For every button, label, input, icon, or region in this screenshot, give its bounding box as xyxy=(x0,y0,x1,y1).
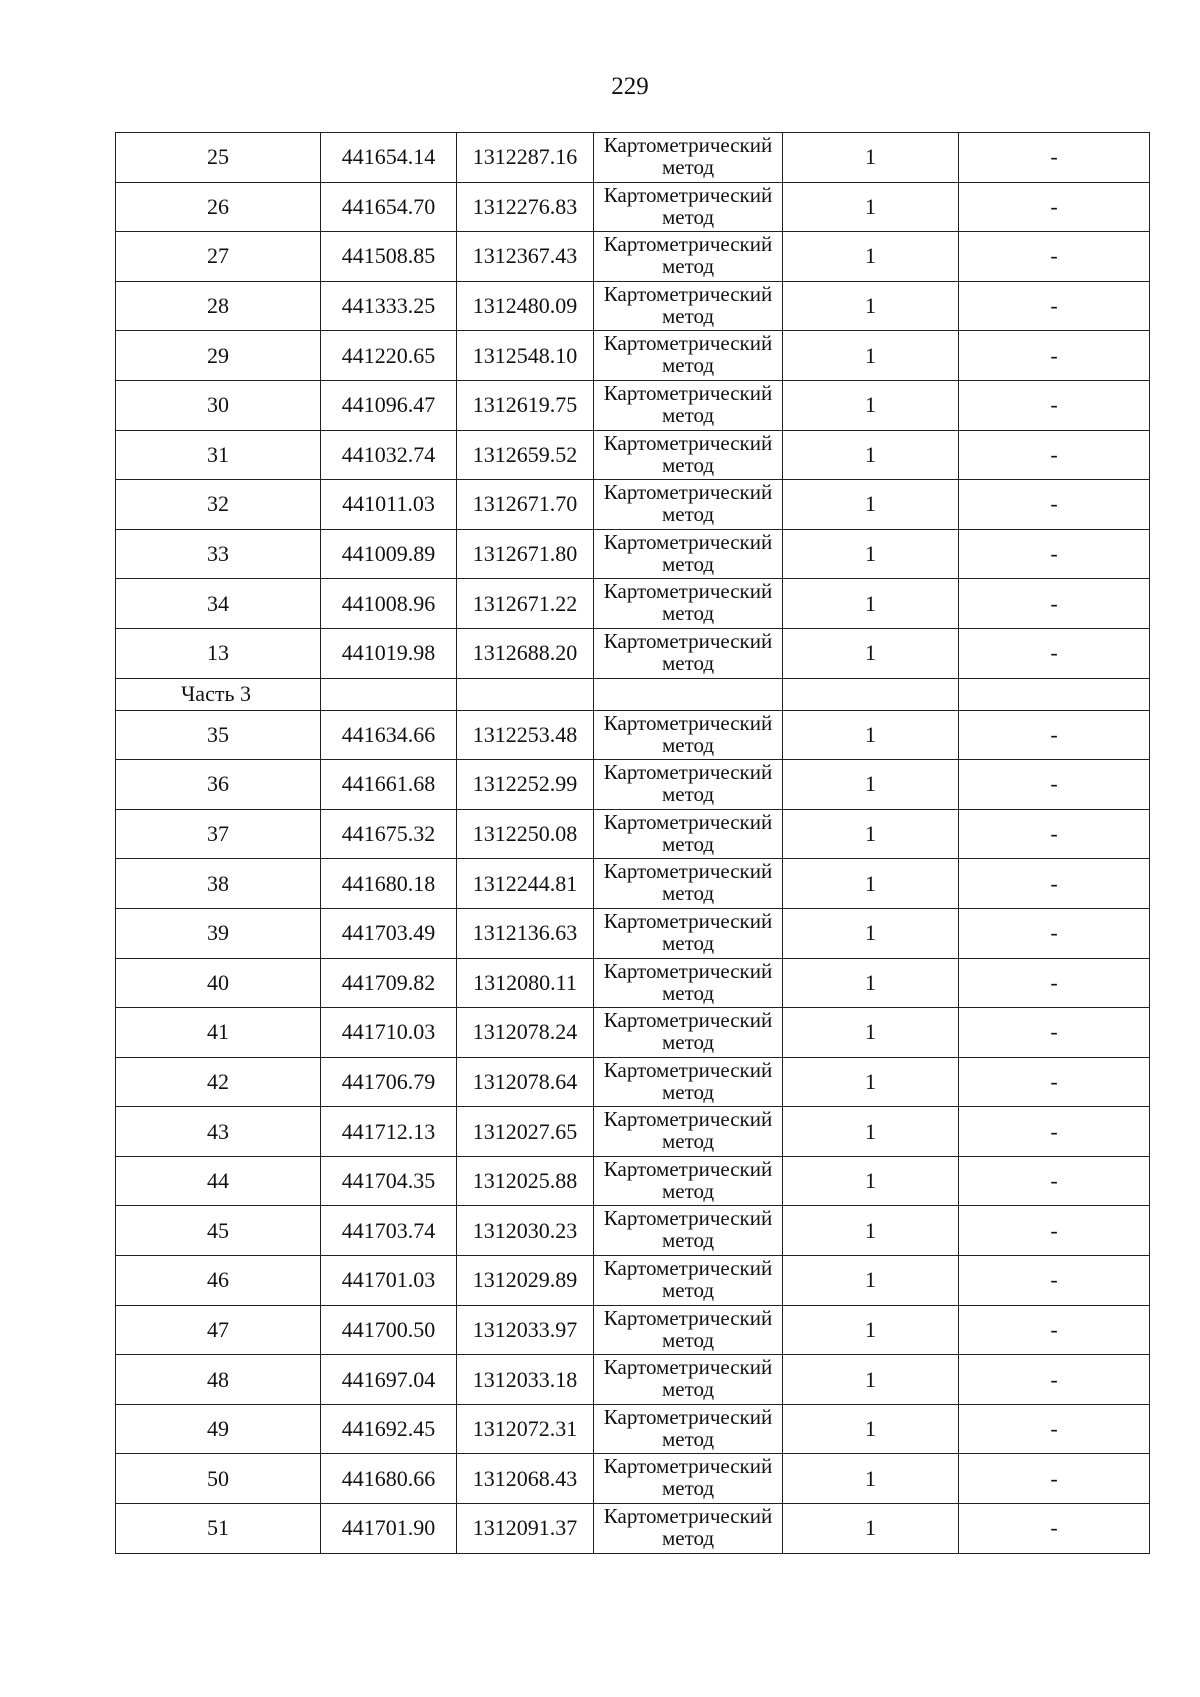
y-coordinate-cell: 1312033.97 xyxy=(457,1305,594,1355)
method-cell xyxy=(594,1256,783,1306)
method-text: Картометрический метод xyxy=(603,380,773,427)
note-cell: - xyxy=(959,908,1150,958)
accuracy-cell: 1 xyxy=(783,133,959,183)
table-row xyxy=(116,1008,1150,1058)
table-row xyxy=(116,1156,1150,1206)
table-row xyxy=(116,1107,1150,1157)
note-cell: - xyxy=(959,1504,1150,1554)
note-cell: - xyxy=(959,809,1150,859)
note-cell: - xyxy=(959,1206,1150,1256)
table-row xyxy=(116,1454,1150,1504)
note-cell: - xyxy=(959,133,1150,183)
table-row xyxy=(116,182,1150,232)
method-text: Картометрический метод xyxy=(603,579,773,626)
accuracy-cell: 1 xyxy=(783,529,959,579)
accuracy-cell: 1 xyxy=(783,710,959,760)
x-coordinate-cell: 441096.47 xyxy=(321,380,457,430)
table-row xyxy=(116,760,1150,810)
method-cell xyxy=(594,859,783,909)
method-cell xyxy=(594,1305,783,1355)
point-number-cell: 35 xyxy=(116,710,321,760)
method-text: Картометрический метод xyxy=(603,1454,773,1501)
method-cell xyxy=(594,760,783,810)
point-number-cell: 46 xyxy=(116,1256,321,1306)
y-coordinate-cell: 1312671.80 xyxy=(457,529,594,579)
accuracy-cell: 1 xyxy=(783,380,959,430)
method-text: Картометрический метод xyxy=(603,809,773,856)
note-cell: - xyxy=(959,1404,1150,1454)
table-row xyxy=(116,1256,1150,1306)
accuracy-cell: 1 xyxy=(783,958,959,1008)
y-coordinate-cell: 1312136.63 xyxy=(457,908,594,958)
table-row xyxy=(116,133,1150,183)
note-cell: - xyxy=(959,1355,1150,1405)
method-text: Картометрический метод xyxy=(603,1504,773,1551)
y-coordinate-cell: 1312253.48 xyxy=(457,710,594,760)
method-cell xyxy=(594,1107,783,1157)
method-text: Картометрический метод xyxy=(603,1256,773,1303)
x-coordinate-cell: 441333.25 xyxy=(321,281,457,331)
x-coordinate-cell: 441654.14 xyxy=(321,133,457,183)
x-coordinate-cell: 441704.35 xyxy=(321,1156,457,1206)
method-cell xyxy=(594,908,783,958)
x-coordinate-cell: 441701.90 xyxy=(321,1504,457,1554)
note-cell: - xyxy=(959,331,1150,381)
note-cell: - xyxy=(959,1008,1150,1058)
accuracy-cell: 1 xyxy=(783,1404,959,1454)
table-row xyxy=(116,579,1150,629)
y-coordinate-cell: 1312078.24 xyxy=(457,1008,594,1058)
note-cell: - xyxy=(959,1057,1150,1107)
y-coordinate-cell: 1312091.37 xyxy=(457,1504,594,1554)
method-text: Картометрический метод xyxy=(603,1107,773,1154)
x-coordinate-cell: 441019.98 xyxy=(321,628,457,678)
table-row xyxy=(116,809,1150,859)
x-coordinate-cell: 441680.18 xyxy=(321,859,457,909)
point-number-cell: 13 xyxy=(116,628,321,678)
method-cell xyxy=(594,1454,783,1504)
x-coordinate-cell: 441654.70 xyxy=(321,182,457,232)
point-number-cell: 33 xyxy=(116,529,321,579)
empty-cell xyxy=(959,678,1150,710)
method-cell xyxy=(594,1404,783,1454)
y-coordinate-cell: 1312029.89 xyxy=(457,1256,594,1306)
note-cell: - xyxy=(959,859,1150,909)
method-text: Картометрический метод xyxy=(603,1305,773,1352)
method-cell xyxy=(594,1156,783,1206)
point-number-cell: 26 xyxy=(116,182,321,232)
method-cell xyxy=(594,628,783,678)
table-row xyxy=(116,908,1150,958)
table-row xyxy=(116,710,1150,760)
x-coordinate-cell: 441008.96 xyxy=(321,579,457,629)
y-coordinate-cell: 1312072.31 xyxy=(457,1404,594,1454)
y-coordinate-cell: 1312068.43 xyxy=(457,1454,594,1504)
method-cell xyxy=(594,809,783,859)
table-row xyxy=(116,859,1150,909)
page-number: 229 xyxy=(611,73,649,100)
point-number-cell: 43 xyxy=(116,1107,321,1157)
note-cell: - xyxy=(959,480,1150,530)
point-number-cell: 51 xyxy=(116,1504,321,1554)
method-text: Картометрический метод xyxy=(603,710,773,757)
table-row xyxy=(116,628,1150,678)
method-cell xyxy=(594,579,783,629)
x-coordinate-cell: 441709.82 xyxy=(321,958,457,1008)
method-text: Картометрический метод xyxy=(603,859,773,906)
x-coordinate-cell: 441675.32 xyxy=(321,809,457,859)
y-coordinate-cell: 1312548.10 xyxy=(457,331,594,381)
accuracy-cell: 1 xyxy=(783,232,959,282)
method-text: Картометрический метод xyxy=(603,628,773,675)
accuracy-cell: 1 xyxy=(783,1256,959,1306)
x-coordinate-cell: 441701.03 xyxy=(321,1256,457,1306)
point-number-cell: 27 xyxy=(116,232,321,282)
point-number-cell: 36 xyxy=(116,760,321,810)
table-row xyxy=(116,1057,1150,1107)
table-row xyxy=(116,281,1150,331)
point-number-cell: 40 xyxy=(116,958,321,1008)
accuracy-cell: 1 xyxy=(783,1355,959,1405)
method-cell xyxy=(594,1355,783,1405)
note-cell: - xyxy=(959,430,1150,480)
table-row xyxy=(116,1504,1150,1554)
coordinates-table xyxy=(115,132,1150,1554)
method-text: Картометрический метод xyxy=(603,908,773,955)
table-row xyxy=(116,380,1150,430)
y-coordinate-cell: 1312033.18 xyxy=(457,1355,594,1405)
point-number-cell: 49 xyxy=(116,1404,321,1454)
y-coordinate-cell: 1312080.11 xyxy=(457,958,594,1008)
method-cell xyxy=(594,182,783,232)
table-row xyxy=(116,1404,1150,1454)
point-number-cell: 48 xyxy=(116,1355,321,1405)
point-number-cell: 37 xyxy=(116,809,321,859)
method-text: Картометрический метод xyxy=(603,430,773,477)
accuracy-cell: 1 xyxy=(783,480,959,530)
method-text: Картометрический метод xyxy=(603,1057,773,1104)
method-cell xyxy=(594,1057,783,1107)
point-number-cell: 38 xyxy=(116,859,321,909)
method-cell xyxy=(594,710,783,760)
y-coordinate-cell: 1312276.83 xyxy=(457,182,594,232)
note-cell: - xyxy=(959,1256,1150,1306)
accuracy-cell: 1 xyxy=(783,908,959,958)
note-cell: - xyxy=(959,529,1150,579)
x-coordinate-cell: 441680.66 xyxy=(321,1454,457,1504)
y-coordinate-cell: 1312027.65 xyxy=(457,1107,594,1157)
section-label: Часть 3 xyxy=(116,678,321,710)
accuracy-cell: 1 xyxy=(783,281,959,331)
method-text: Картометрический метод xyxy=(603,480,773,527)
empty-cell xyxy=(783,678,959,710)
x-coordinate-cell: 441703.49 xyxy=(321,908,457,958)
x-coordinate-cell: 441634.66 xyxy=(321,710,457,760)
point-number-cell: 44 xyxy=(116,1156,321,1206)
accuracy-cell: 1 xyxy=(783,1504,959,1554)
note-cell: - xyxy=(959,1156,1150,1206)
accuracy-cell: 1 xyxy=(783,331,959,381)
accuracy-cell: 1 xyxy=(783,628,959,678)
note-cell: - xyxy=(959,579,1150,629)
y-coordinate-cell: 1312078.64 xyxy=(457,1057,594,1107)
y-coordinate-cell: 1312367.43 xyxy=(457,232,594,282)
x-coordinate-cell: 441706.79 xyxy=(321,1057,457,1107)
table-row xyxy=(116,1206,1150,1256)
accuracy-cell: 1 xyxy=(783,1008,959,1058)
point-number-cell: 30 xyxy=(116,380,321,430)
accuracy-cell: 1 xyxy=(783,760,959,810)
note-cell: - xyxy=(959,281,1150,331)
note-cell: - xyxy=(959,710,1150,760)
method-text: Картометрический метод xyxy=(603,182,773,229)
table-row xyxy=(116,1305,1150,1355)
method-cell xyxy=(594,480,783,530)
x-coordinate-cell: 441011.03 xyxy=(321,480,457,530)
y-coordinate-cell: 1312671.22 xyxy=(457,579,594,629)
method-text: Картометрический метод xyxy=(603,958,773,1005)
y-coordinate-cell: 1312244.81 xyxy=(457,859,594,909)
method-cell xyxy=(594,529,783,579)
method-text: Картометрический метод xyxy=(603,1156,773,1203)
note-cell: - xyxy=(959,232,1150,282)
empty-cell xyxy=(457,678,594,710)
x-coordinate-cell: 441692.45 xyxy=(321,1404,457,1454)
y-coordinate-cell: 1312252.99 xyxy=(457,760,594,810)
method-text: Картометрический метод xyxy=(603,1008,773,1055)
note-cell: - xyxy=(959,628,1150,678)
x-coordinate-cell: 441032.74 xyxy=(321,430,457,480)
x-coordinate-cell: 441700.50 xyxy=(321,1305,457,1355)
x-coordinate-cell: 441703.74 xyxy=(321,1206,457,1256)
y-coordinate-cell: 1312025.88 xyxy=(457,1156,594,1206)
point-number-cell: 32 xyxy=(116,480,321,530)
x-coordinate-cell: 441697.04 xyxy=(321,1355,457,1405)
method-cell xyxy=(594,1504,783,1554)
point-number-cell: 25 xyxy=(116,133,321,183)
method-cell xyxy=(594,331,783,381)
note-cell: - xyxy=(959,1107,1150,1157)
x-coordinate-cell: 441712.13 xyxy=(321,1107,457,1157)
note-cell: - xyxy=(959,1305,1150,1355)
point-number-cell: 28 xyxy=(116,281,321,331)
table-row xyxy=(116,430,1150,480)
method-cell xyxy=(594,430,783,480)
method-text: Картометрический метод xyxy=(603,281,773,328)
method-text: Картометрический метод xyxy=(603,760,773,807)
section-row xyxy=(116,678,1150,710)
method-cell xyxy=(594,1008,783,1058)
y-coordinate-cell: 1312659.52 xyxy=(457,430,594,480)
accuracy-cell: 1 xyxy=(783,1454,959,1504)
point-number-cell: 45 xyxy=(116,1206,321,1256)
x-coordinate-cell: 441508.85 xyxy=(321,232,457,282)
point-number-cell: 41 xyxy=(116,1008,321,1058)
method-cell xyxy=(594,1206,783,1256)
note-cell: - xyxy=(959,958,1150,1008)
accuracy-cell: 1 xyxy=(783,1107,959,1157)
note-cell: - xyxy=(959,760,1150,810)
accuracy-cell: 1 xyxy=(783,1305,959,1355)
y-coordinate-cell: 1312688.20 xyxy=(457,628,594,678)
x-coordinate-cell: 441710.03 xyxy=(321,1008,457,1058)
y-coordinate-cell: 1312480.09 xyxy=(457,281,594,331)
method-text: Картометрический метод xyxy=(603,529,773,576)
method-cell xyxy=(594,958,783,1008)
method-cell xyxy=(594,281,783,331)
point-number-cell: 50 xyxy=(116,1454,321,1504)
point-number-cell: 29 xyxy=(116,331,321,381)
note-cell: - xyxy=(959,182,1150,232)
y-coordinate-cell: 1312250.08 xyxy=(457,809,594,859)
accuracy-cell: 1 xyxy=(783,1057,959,1107)
method-cell xyxy=(594,133,783,183)
point-number-cell: 42 xyxy=(116,1057,321,1107)
accuracy-cell: 1 xyxy=(783,1206,959,1256)
method-cell xyxy=(594,380,783,430)
accuracy-cell: 1 xyxy=(783,1156,959,1206)
point-number-cell: 39 xyxy=(116,908,321,958)
method-cell xyxy=(594,232,783,282)
y-coordinate-cell: 1312619.75 xyxy=(457,380,594,430)
accuracy-cell: 1 xyxy=(783,430,959,480)
table-body xyxy=(116,133,1150,1554)
y-coordinate-cell: 1312030.23 xyxy=(457,1206,594,1256)
table-row xyxy=(116,529,1150,579)
x-coordinate-cell: 441009.89 xyxy=(321,529,457,579)
y-coordinate-cell: 1312287.16 xyxy=(457,133,594,183)
method-text: Картометрический метод xyxy=(603,1404,773,1451)
method-text: Картометрический метод xyxy=(603,1206,773,1253)
note-cell: - xyxy=(959,380,1150,430)
accuracy-cell: 1 xyxy=(783,579,959,629)
point-number-cell: 47 xyxy=(116,1305,321,1355)
table-row xyxy=(116,1355,1150,1405)
accuracy-cell: 1 xyxy=(783,859,959,909)
method-text: Картометрический метод xyxy=(603,133,773,179)
table-row xyxy=(116,232,1150,282)
point-number-cell: 31 xyxy=(116,430,321,480)
empty-cell xyxy=(321,678,457,710)
note-cell: - xyxy=(959,1454,1150,1504)
method-text: Картометрический метод xyxy=(603,1355,773,1402)
table-row xyxy=(116,480,1150,530)
table-row xyxy=(116,331,1150,381)
x-coordinate-cell: 441661.68 xyxy=(321,760,457,810)
method-text: Картометрический метод xyxy=(603,232,773,279)
accuracy-cell: 1 xyxy=(783,809,959,859)
method-text: Картометрический метод xyxy=(603,331,773,378)
empty-cell xyxy=(594,678,783,710)
accuracy-cell: 1 xyxy=(783,182,959,232)
point-number-cell: 34 xyxy=(116,579,321,629)
table-row xyxy=(116,958,1150,1008)
y-coordinate-cell: 1312671.70 xyxy=(457,480,594,530)
x-coordinate-cell: 441220.65 xyxy=(321,331,457,381)
